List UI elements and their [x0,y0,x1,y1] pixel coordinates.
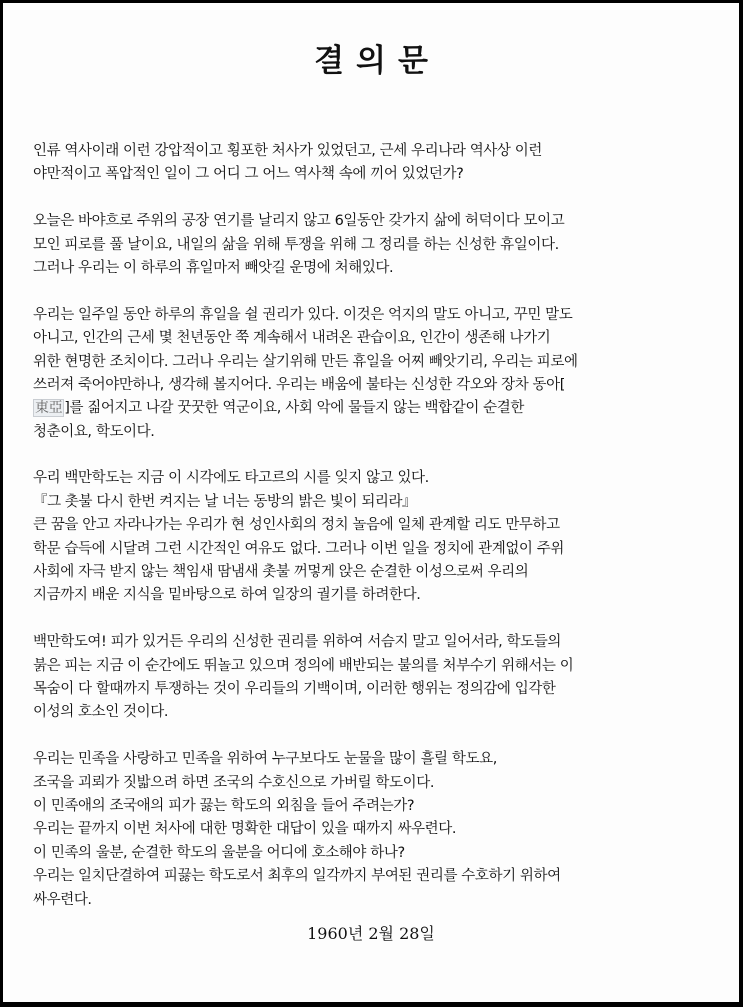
text-line: 우리는 일주일 동안 하루의 휴일을 쉴 권리가 있다. 이것은 억지의 말도 아니고, 꾸민 말도 [33,306,573,323]
paragraph-1 [33,140,733,187]
text-line: 붉은 피는 지금 이 순간에도 뛰놀고 있으며 정의에 배반되는 불의를 처부수기 위해서는 이 [33,657,574,674]
paragraph-5 [33,631,733,725]
text-line: 우리 백만학도는 지금 이 시각에도 타고르의 시를 잊지 않고 있다. [33,470,429,487]
text-line: 오늘은 바야흐로 주위의 공장 연기를 날리지 않고 6일동안 갖가지 삶에 허덕이다 모이고 [33,213,565,230]
text-line: 이 민족의 울분, 순결한 학도의 울분을 어디에 호소해야 하나? [33,844,405,861]
text-line: 목숨이 다 할때까지 투쟁하는 것이 우리들의 기백이며, 이러한 행위는 정의감에 입각한 [33,680,556,697]
text-line: 우리는 끝까지 이번 처사에 대한 명확한 대답이 있을 때까지 싸우련다. [33,821,457,838]
text-line-with-hanja [33,397,733,420]
text-line: 학문 습득에 시달려 그런 시간적인 여유도 없다. 그러나 이번 일을 정치에 관계없이 주위 [33,540,564,557]
text-line: 인류 역사이래 이런 강압적이고 횡포한 처사가 있었던고, 근세 우리나라 역사상 이런 [33,143,542,159]
text-line: 야만적이고 폭압적인 일이 그 어디 그 어느 역사책 속에 끼어 있었던가? [33,166,464,183]
paragraph-6 [33,748,733,912]
text-line: 이성의 호소인 것이다. [33,704,169,721]
text-line: 그러나 우리는 이 하루의 휴일마저 빼앗길 운명에 처해있다. [33,259,394,276]
text-line: 모인 피로를 풀 날이요, 내일의 삶을 위해 투쟁을 위해 그 정리를 하는 신성한 휴일이다. [33,236,559,253]
text-line: 지금까지 배운 지식을 밑바탕으로 하여 일장의 궐기를 하려한다. [33,587,421,604]
document-title: 결의문 [314,43,440,79]
text-line: 사회에 자극 받지 않는 책임새 땀냄새 촛불 꺼멓게 앉은 순결한 이성으로써 우리의 [33,564,529,581]
quote-line: 『그 촛불 다시 한번 켜지는 날 너는 동방의 밝은 빛이 되리라』 [33,493,417,510]
text-line: 싸우련다. [33,891,92,908]
text-line: 큰 꿈을 안고 자라나가는 우리가 현 성인사회의 정치 놀음에 일체 관계할 리도 만무하고 [33,517,560,534]
text-line: 위한 현명한 조치이다. 그러나 우리는 살기위해 만든 휴일을 어찌 빼앗기리, 우리는 피로에 [33,353,578,370]
document-body [33,140,733,935]
document-page [3,3,739,1002]
text-line: 조국을 괴뢰가 짓밟으려 하면 조국의 수호신으로 가버릴 학도이다. [33,774,435,791]
text-line-rest: ]를 짊어지고 나갈 꿋꿋한 역군이요, 사회 악에 물들지 않는 백합같이 순결한 [64,400,524,417]
paragraph-2 [33,210,733,280]
text-line: 아니고, 인간의 근세 몇 천년동안 쭉 계속해서 내려온 관습이요, 인간이 생존해 나가기 [33,330,551,347]
text-line: 백만학도여! 피가 있거든 우리의 신성한 권리를 위하여 서슴지 말고 일어서라, 학도들의 [33,634,561,651]
text-line: 청춘이요, 학도이다. [33,423,155,440]
hanja-inline-image: 東亞 [35,400,63,417]
text-line: 이 민족애의 조국애의 피가 끓는 학도의 외침을 들어 주려는가? [33,797,415,814]
text-line: 쓰러져 죽어야만하나, 생각해 볼지어다. 우리는 배움에 불타는 신성한 각오와 장차 동아[ [33,376,566,393]
paragraph-4 [33,467,733,607]
text-line: 우리는 일치단결하여 피끓는 학도로서 최후의 일각까지 부여된 권리를 수호하기 위하여 [33,868,561,885]
paragraph-3 [33,304,733,444]
text-line: 우리는 민족을 사랑하고 민족을 위하여 누구보다도 눈물을 많이 흘릴 학도요, [33,751,497,768]
document-date: 1960년 2월 28일 [307,924,435,943]
